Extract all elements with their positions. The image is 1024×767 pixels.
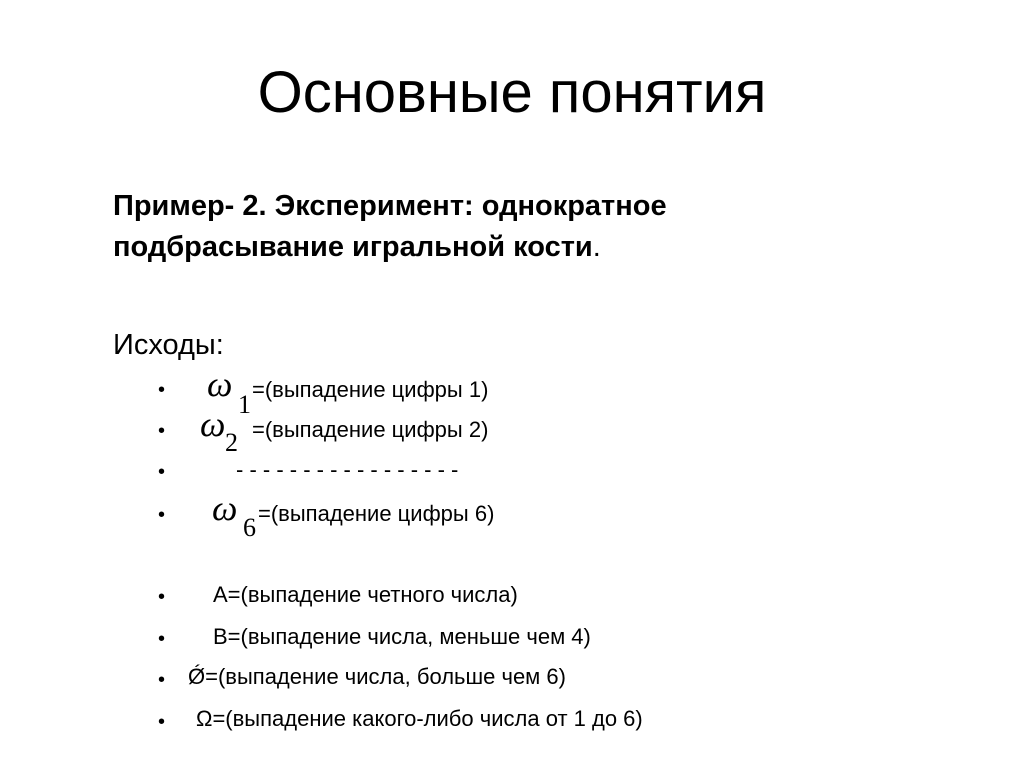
example-period: .	[592, 231, 601, 263]
omega-symbol: ω	[207, 364, 233, 404]
example-statement	[113, 186, 913, 268]
omega-subscript: 1	[238, 390, 251, 419]
outcomes-label: Исходы:	[113, 329, 224, 361]
bullet-icon: •	[158, 628, 166, 650]
bullet-icon: •	[158, 669, 166, 691]
bullet-icon: •	[158, 420, 166, 442]
event-a-text: A=(выпадение четного числа)	[213, 582, 518, 607]
outcome-text: =(выпадение цифры 6)	[258, 501, 495, 526]
event-omega-text: Ω=(выпадение какого-либо числа от 1 до 6)	[196, 706, 643, 731]
outcome-text: =(выпадение цифры 1)	[252, 377, 489, 402]
event-b-text: B=(выпадение числа, меньше чем 4)	[213, 624, 591, 649]
omega-subscript: 2	[225, 428, 238, 457]
bullet-icon: •	[158, 379, 166, 401]
omega-subscript: 6	[243, 513, 256, 542]
example-line-1: Пример- 2. Эксперимент: однократное	[113, 190, 667, 222]
event-empty-text: Ǿ=(выпадение числа, больше чем 6)	[188, 664, 566, 689]
bullet-icon: •	[158, 504, 166, 526]
bullet-icon: •	[158, 711, 166, 733]
example-line-2: подбрасывание игральной кости	[113, 231, 593, 263]
omega-symbol: ω	[212, 488, 238, 528]
bullet-icon: •	[158, 586, 166, 608]
bullet-icon: •	[158, 461, 166, 483]
omega-symbol: ω	[200, 404, 226, 444]
outcome-text: =(выпадение цифры 2)	[252, 417, 489, 442]
slide-title: Основные понятия	[257, 60, 767, 125]
outcome-ellipsis: - - - - - - - - - - - - - - - - -	[236, 457, 459, 482]
